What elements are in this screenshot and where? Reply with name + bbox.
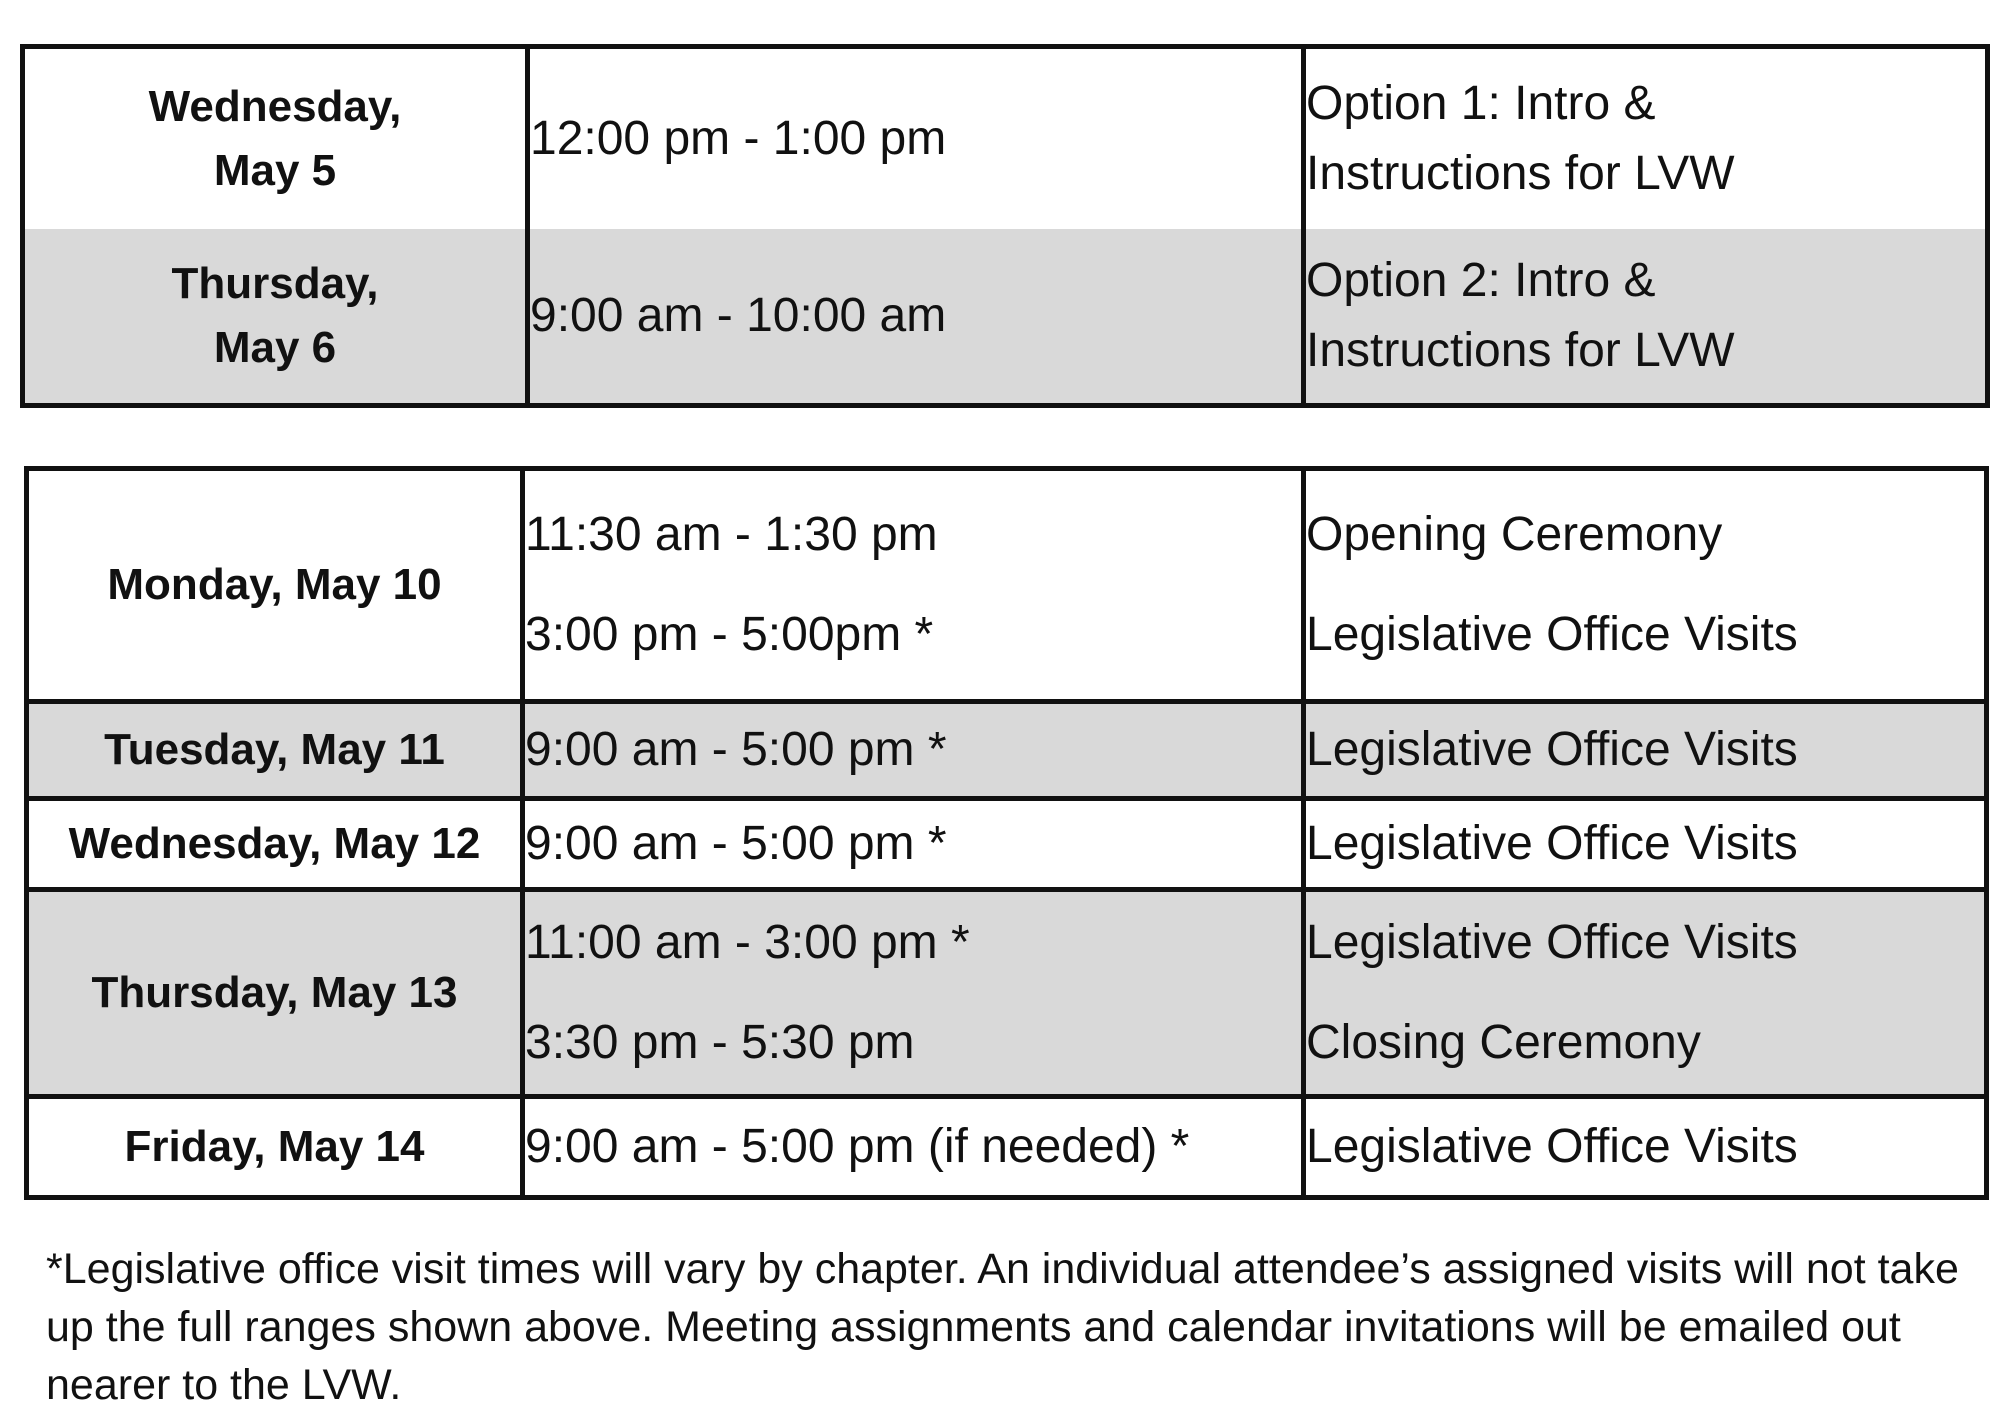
event-cell: Opening Ceremony Legislative Office Visits (1304, 469, 1987, 702)
time-cell: 11:30 am - 1:30 pm 3:00 pm - 5:00pm * (523, 469, 1304, 702)
table-row (27, 799, 1987, 890)
orientation-schedule-table (20, 44, 1990, 408)
table-row (27, 469, 1987, 702)
week-schedule-table (24, 466, 1989, 1200)
day-cell: Tuesday, May 11 (27, 702, 523, 799)
event-cell: Legislative Office Visits (1304, 702, 1987, 799)
time-cell: 9:00 am - 5:00 pm * (523, 702, 1304, 799)
table-row (27, 1097, 1987, 1198)
day-cell: Thursday, May 6 (23, 229, 528, 406)
event-cell: Option 2: Intro & Instructions for LVW (1304, 229, 1988, 406)
table-row (27, 702, 1987, 799)
table-row (23, 47, 1988, 230)
table-row (23, 229, 1988, 406)
day-cell: Friday, May 14 (27, 1097, 523, 1198)
time-cell: 9:00 am - 5:00 pm * (523, 799, 1304, 890)
table-row (27, 890, 1987, 1097)
day-cell: Thursday, May 13 (27, 890, 523, 1097)
day-cell: Monday, May 10 (27, 469, 523, 702)
event-cell: Legislative Office Visits Closing Ceremony (1304, 890, 1987, 1097)
time-cell: 12:00 pm - 1:00 pm (528, 47, 1304, 230)
event-cell: Option 1: Intro & Instructions for LVW (1304, 47, 1988, 230)
event-cell: Legislative Office Visits (1304, 1097, 1987, 1198)
time-cell: 9:00 am - 10:00 am (528, 229, 1304, 406)
time-cell: 11:00 am - 3:00 pm * 3:30 pm - 5:30 pm (523, 890, 1304, 1097)
day-cell: Wednesday, May 5 (23, 47, 528, 230)
footnote: *Legislative office visit times will vary by chapter. An individual attendee’s assigned visits will not take up the full ranges shown above. Meeting assignments and calendar invitations will be emailed out nearer to the LVW. (46, 1245, 1959, 1409)
event-cell: Legislative Office Visits (1304, 799, 1987, 890)
day-cell: Wednesday, May 12 (27, 799, 523, 890)
time-cell: 9:00 am - 5:00 pm (if needed) * (523, 1097, 1304, 1198)
